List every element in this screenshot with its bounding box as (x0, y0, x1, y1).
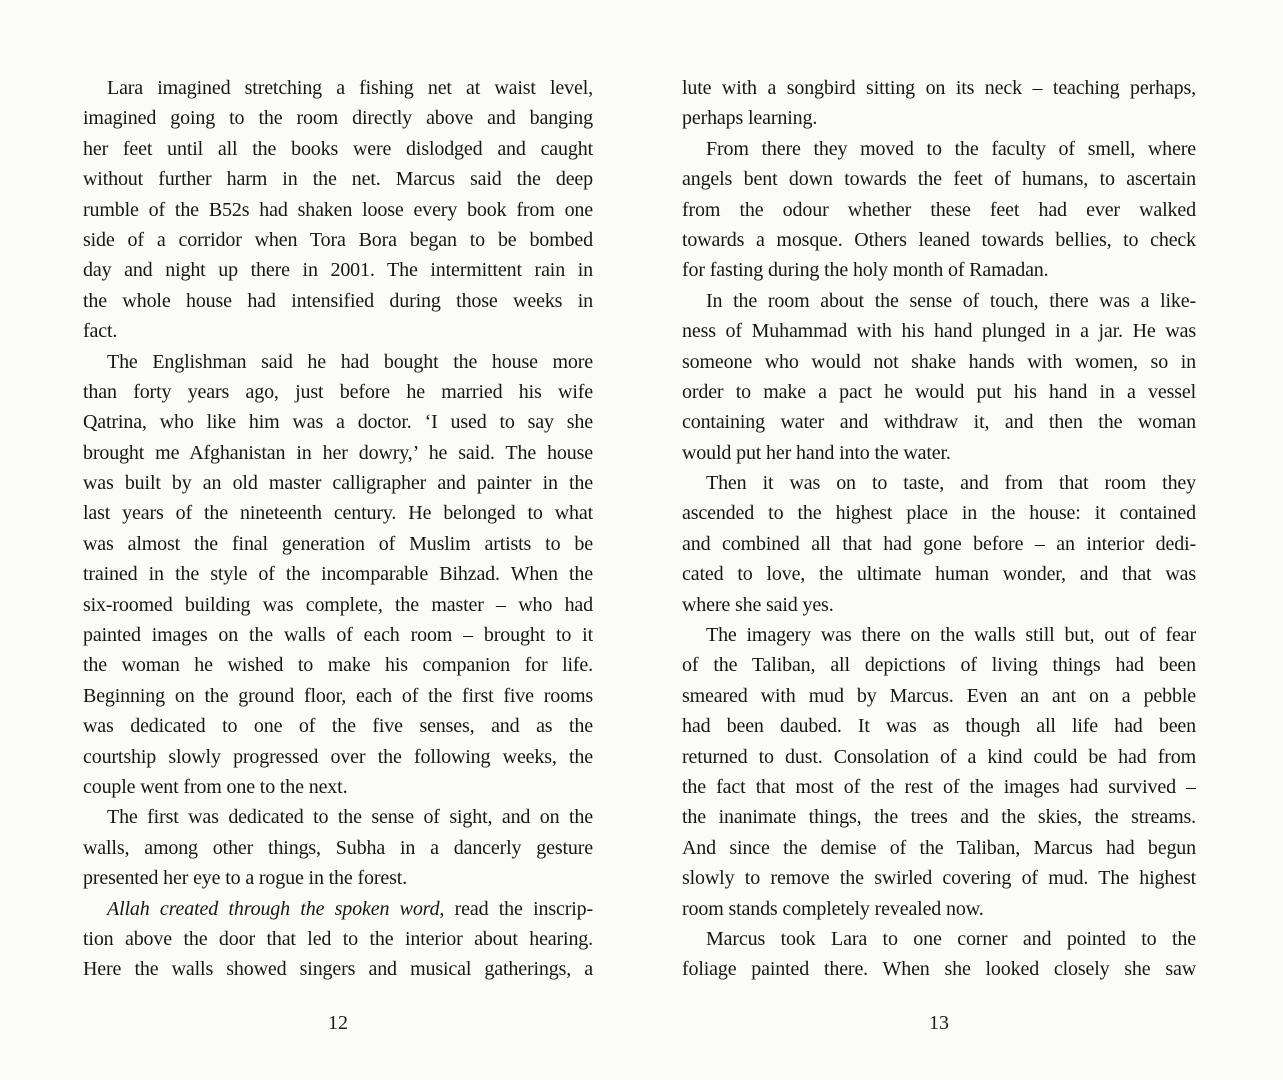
text-line: smeared with mud by Marcus. Even an ant on a pebble (682, 684, 1196, 707)
text-line: would put her hand into the water. (682, 441, 951, 464)
text-line: of the Taliban, all depictions of living things had been (682, 654, 1196, 677)
text-line: last years of the nineteenth century. He belonged to what (83, 502, 593, 525)
text-line: ascended to the highest place in the house: it contained (682, 502, 1196, 525)
text-line: the fact that most of the rest of the images had survived – (682, 775, 1196, 798)
text-line: fact. (83, 320, 118, 343)
text-line: Then it was on to taste, and from that room they (706, 472, 1196, 495)
text-line: rumble of the B52s had shaken loose every book from one (83, 198, 593, 221)
text-line: Qatrina, who like him was a doctor. ‘I used to say she (83, 411, 593, 434)
text-line: From there they moved to the faculty of smell, where (706, 137, 1196, 160)
text-line: side of a corridor when Tora Bora began to be bombed (83, 228, 593, 251)
text-line: slowly to remove the swirled covering of mud. The highest (682, 867, 1196, 890)
page-number-left: 12 (328, 1012, 348, 1034)
text-line: trained in the style of the incomparable Bihzad. When the (83, 563, 593, 586)
text-line: for fasting during the holy month of Ramadan. (682, 259, 1049, 282)
page-left-text (83, 73, 593, 985)
text-line: the whole house had intensified during those weeks in (83, 289, 593, 312)
page-number-right: 13 (929, 1012, 949, 1034)
page-right-text (682, 73, 1196, 985)
text-line: lute with a songbird sitting on its neck – teaching perhaps, (682, 77, 1196, 99)
text-line: someone who would not shake hands with women, so in (682, 350, 1196, 373)
text-line: imagined going to the room directly above and banging (83, 107, 593, 130)
text-line: six-roomed building was complete, the master – who had (83, 593, 593, 616)
text-line: couple went from one to the next. (83, 775, 348, 798)
text-line: perhaps learning. (682, 107, 818, 130)
text-line: the woman he wished to make his companion for life. (83, 654, 593, 677)
text-line: foliage painted there. When she looked closely she saw (682, 958, 1196, 981)
text-line: And since the demise of the Taliban, Marcus had begun (682, 836, 1196, 859)
text-line: the inanimate things, the trees and the skies, the streams. (682, 806, 1196, 829)
text-line: Allah created through the spoken word, read the inscrip- (107, 897, 593, 920)
text-line: than forty years ago, just before he married his wife (83, 380, 593, 403)
text-line: room stands completely revealed now. (682, 897, 984, 920)
text-line: tion above the door that led to the interior about hearing. (83, 927, 593, 950)
text-line: presented her eye to a rogue in the forest. (83, 867, 407, 890)
text-line: had been daubed. It was as though all life had been (682, 715, 1196, 738)
text-line: Marcus took Lara to one corner and pointed to the (706, 927, 1196, 950)
text-line: painted images on the walls of each room – brought to it (83, 624, 593, 647)
text-line: The first was dedicated to the sense of sight, and on the (107, 806, 593, 829)
text-line: day and night up there in 2001. The intermittent rain in (83, 259, 593, 282)
text-line: was almost the final generation of Muslim artists to be (83, 532, 593, 555)
text-line: The imagery was there on the walls still but, out of fear (706, 624, 1196, 647)
text-line: without further harm in the net. Marcus said the deep (83, 168, 593, 191)
text-line: where she said yes. (682, 593, 834, 616)
text-line: walls, among other things, Subha in a dancerly gesture (83, 836, 593, 859)
text-line: ness of Muhammad with his hand plunged in a jar. He was (682, 320, 1196, 343)
text-line: angels bent down towards the feet of humans, to ascertain (682, 168, 1196, 191)
text-line: The Englishman said he had bought the house more (107, 350, 593, 373)
text-line: was built by an old master calligrapher and painter in the (83, 472, 593, 495)
text-line: In the room about the sense of touch, there was a like- (706, 289, 1196, 312)
text-line: courtship slowly progressed over the following weeks, the (83, 745, 593, 768)
text-line: containing water and withdraw it, and then the woman (682, 411, 1196, 434)
text-line: towards a mosque. Others leaned towards bellies, to check (682, 228, 1196, 251)
text-line: cated to love, the ultimate human wonder, and that was (682, 563, 1196, 586)
text-line: order to make a pact he would put his hand in a vessel (682, 380, 1196, 403)
text-line: and combined all that had gone before – an interior dedi- (682, 532, 1196, 555)
text-line: Beginning on the ground floor, each of the first five rooms (83, 684, 593, 707)
text-line: brought me Afghanistan in her dowry,’ he said. The house (83, 441, 593, 464)
text-line: Lara imagined stretching a fishing net at waist level, (107, 77, 593, 99)
text-line: returned to dust. Consolation of a kind could be had from (682, 745, 1196, 768)
text-line: Here the walls showed singers and musical gatherings, a (83, 958, 593, 981)
text-line: her feet until all the books were dislodged and caught (83, 137, 593, 160)
text-line: was dedicated to one of the five senses, and as the (83, 715, 593, 738)
text-line: from the odour whether these feet had ever walked (682, 198, 1196, 221)
